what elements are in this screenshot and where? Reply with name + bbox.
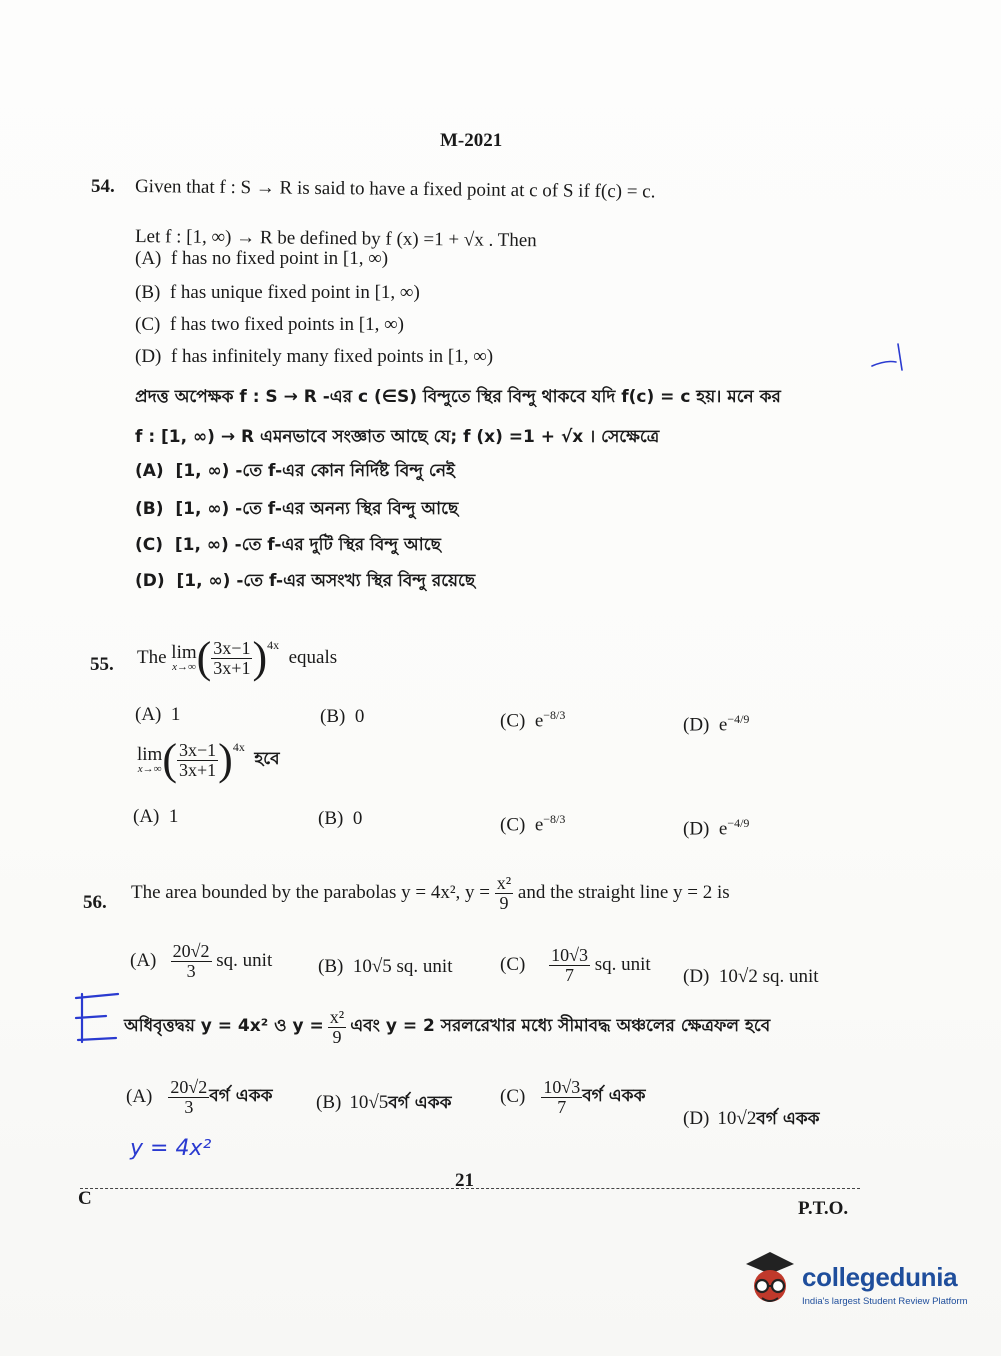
handwritten-tick-icon — [868, 340, 918, 374]
q54-line2: Let f : [1, ∞) → R be defined by f (x) =1 + √x . Then — [134, 226, 537, 252]
q55-bengali-option-a: (A) 1 — [133, 806, 179, 827]
q56-bengali-option-d: (D) 10√2বর্গ একক — [683, 1108, 820, 1129]
q54-bengali-option-a: (A) [1, ∞) -তে f-এর কোন নির্দিষ্ট বিন্দু নেই — [135, 461, 455, 481]
q54-bengali-option-d: (D) [1, ∞) -তে f-এর অসংখ্য স্থির বিন্দু রয়েছে — [135, 571, 476, 591]
q54-bengali-option-b: (B) [1, ∞) -তে f-এর অনন্য স্থির বিন্দু আছে — [135, 499, 459, 519]
q54-number: 54. — [91, 176, 115, 197]
q56-bengali-option-b: (B) 10√5বর্গ একক — [316, 1092, 452, 1113]
q56-option-b: (B) 10√5 sq. unit — [318, 956, 453, 977]
q56-number: 56. — [83, 892, 107, 913]
q56-bengali-option-a: (A) $\frac{20√2}{3}$ বর্গ একক — [126, 1077, 273, 1117]
q55-option-d: (D) $e^{-4/9}$ — [683, 712, 750, 736]
q55-bengali-expression: lim x→∞ ( $\frac{3x-1}{3x+1}$ ) $^{4x}$ হবে — [137, 735, 280, 784]
q56-bengali-option-c: (C) $\frac{10√3}{7}$ বর্গ একক — [500, 1077, 646, 1117]
logo-wordmark: collegedunia — [802, 1262, 958, 1292]
handwritten-e-mark-icon — [72, 990, 122, 1046]
q54-bengali-option-c: (C) [1, ∞) -তে f-এর দুটি স্থির বিন্দু আছে — [135, 535, 441, 555]
q55-bengali-option-c: (C) $e^{-8/3}$ — [500, 812, 566, 836]
q56-question: The area bounded by the parabolas y = 4x², y = $\frac{\text{x²}}{9}$ and the straight line y = 2 is — [131, 873, 730, 913]
q56-bengali-question: অধিবৃত্তদ্বয় y = 4x² ও y = $\frac{\text{x²}}{9}$ এবং y = 2 সরলরেখার মধ্যে সীমাবদ্ধ অঞ্চলের ক্ষেত্রফল হবে — [124, 1007, 771, 1047]
q54-line1: Given that f : S → R is said to have a fixed point at c of S if f(c) = c. — [134, 176, 656, 203]
q55-expression: The lim x→∞ ( $\frac{3x-1}{3x+1}$ ) $^{4x}$ equals — [137, 633, 338, 682]
q54-option-d: (D) f has infinitely many fixed points in [1, ∞) — [135, 346, 494, 367]
q54-option-c: (C) f has two fixed points in [1, ∞) — [135, 314, 404, 335]
q54-option-b: (B) f has unique fixed point in [1, ∞) — [135, 282, 420, 303]
q55-option-b: (B) 0 — [320, 706, 365, 727]
pto-label: P.T.O. — [798, 1198, 849, 1219]
handwritten-equation: y = 4x² — [130, 1136, 212, 1161]
q56-option-d: (D) 10√2 sq. unit — [683, 966, 819, 987]
page-number: 21 — [455, 1170, 474, 1191]
mascot-icon — [740, 1250, 798, 1310]
q55-option-c: (C) $e^{-8/3}$ — [500, 708, 566, 732]
q55-bengali-option-d: (D) $e^{-4/9}$ — [683, 816, 750, 840]
q55-the: The — [137, 647, 167, 668]
q55-limit: lim x→∞ — [171, 642, 197, 673]
q54-bengali-line2: f : [1, ∞) → R এমনভাবে সংজ্ঞাত আছে যে; f (x) =1 + √x । সেক্ষেত্রে — [135, 427, 660, 447]
paper-set-letter: C — [78, 1188, 92, 1209]
q56-option-c: (C) $\frac{10√3}{7}$ sq. unit — [500, 945, 651, 985]
q54-option-a: (A) f has no fixed point in [1, ∞) — [135, 248, 389, 269]
paper-code: M-2021 — [440, 130, 503, 151]
logo-tagline: India's largest Student Review Platform — [802, 1296, 968, 1307]
q54-bengali-line1: প্রদত্ত অপেক্ষক f : S → R -এর c (∈S) বিন্দুতে স্থির বিন্দু থাকবে যদি f(c) = c হয়। মনে কর — [135, 387, 781, 407]
q55-number: 55. — [90, 654, 114, 675]
q55-bengali-option-b: (B) 0 — [318, 808, 363, 829]
q55-option-a: (A) 1 — [135, 704, 181, 725]
collegedunia-logo — [740, 1248, 980, 1318]
q56-option-a: (A) $\frac{20√2}{3}$ sq. unit — [130, 941, 273, 981]
